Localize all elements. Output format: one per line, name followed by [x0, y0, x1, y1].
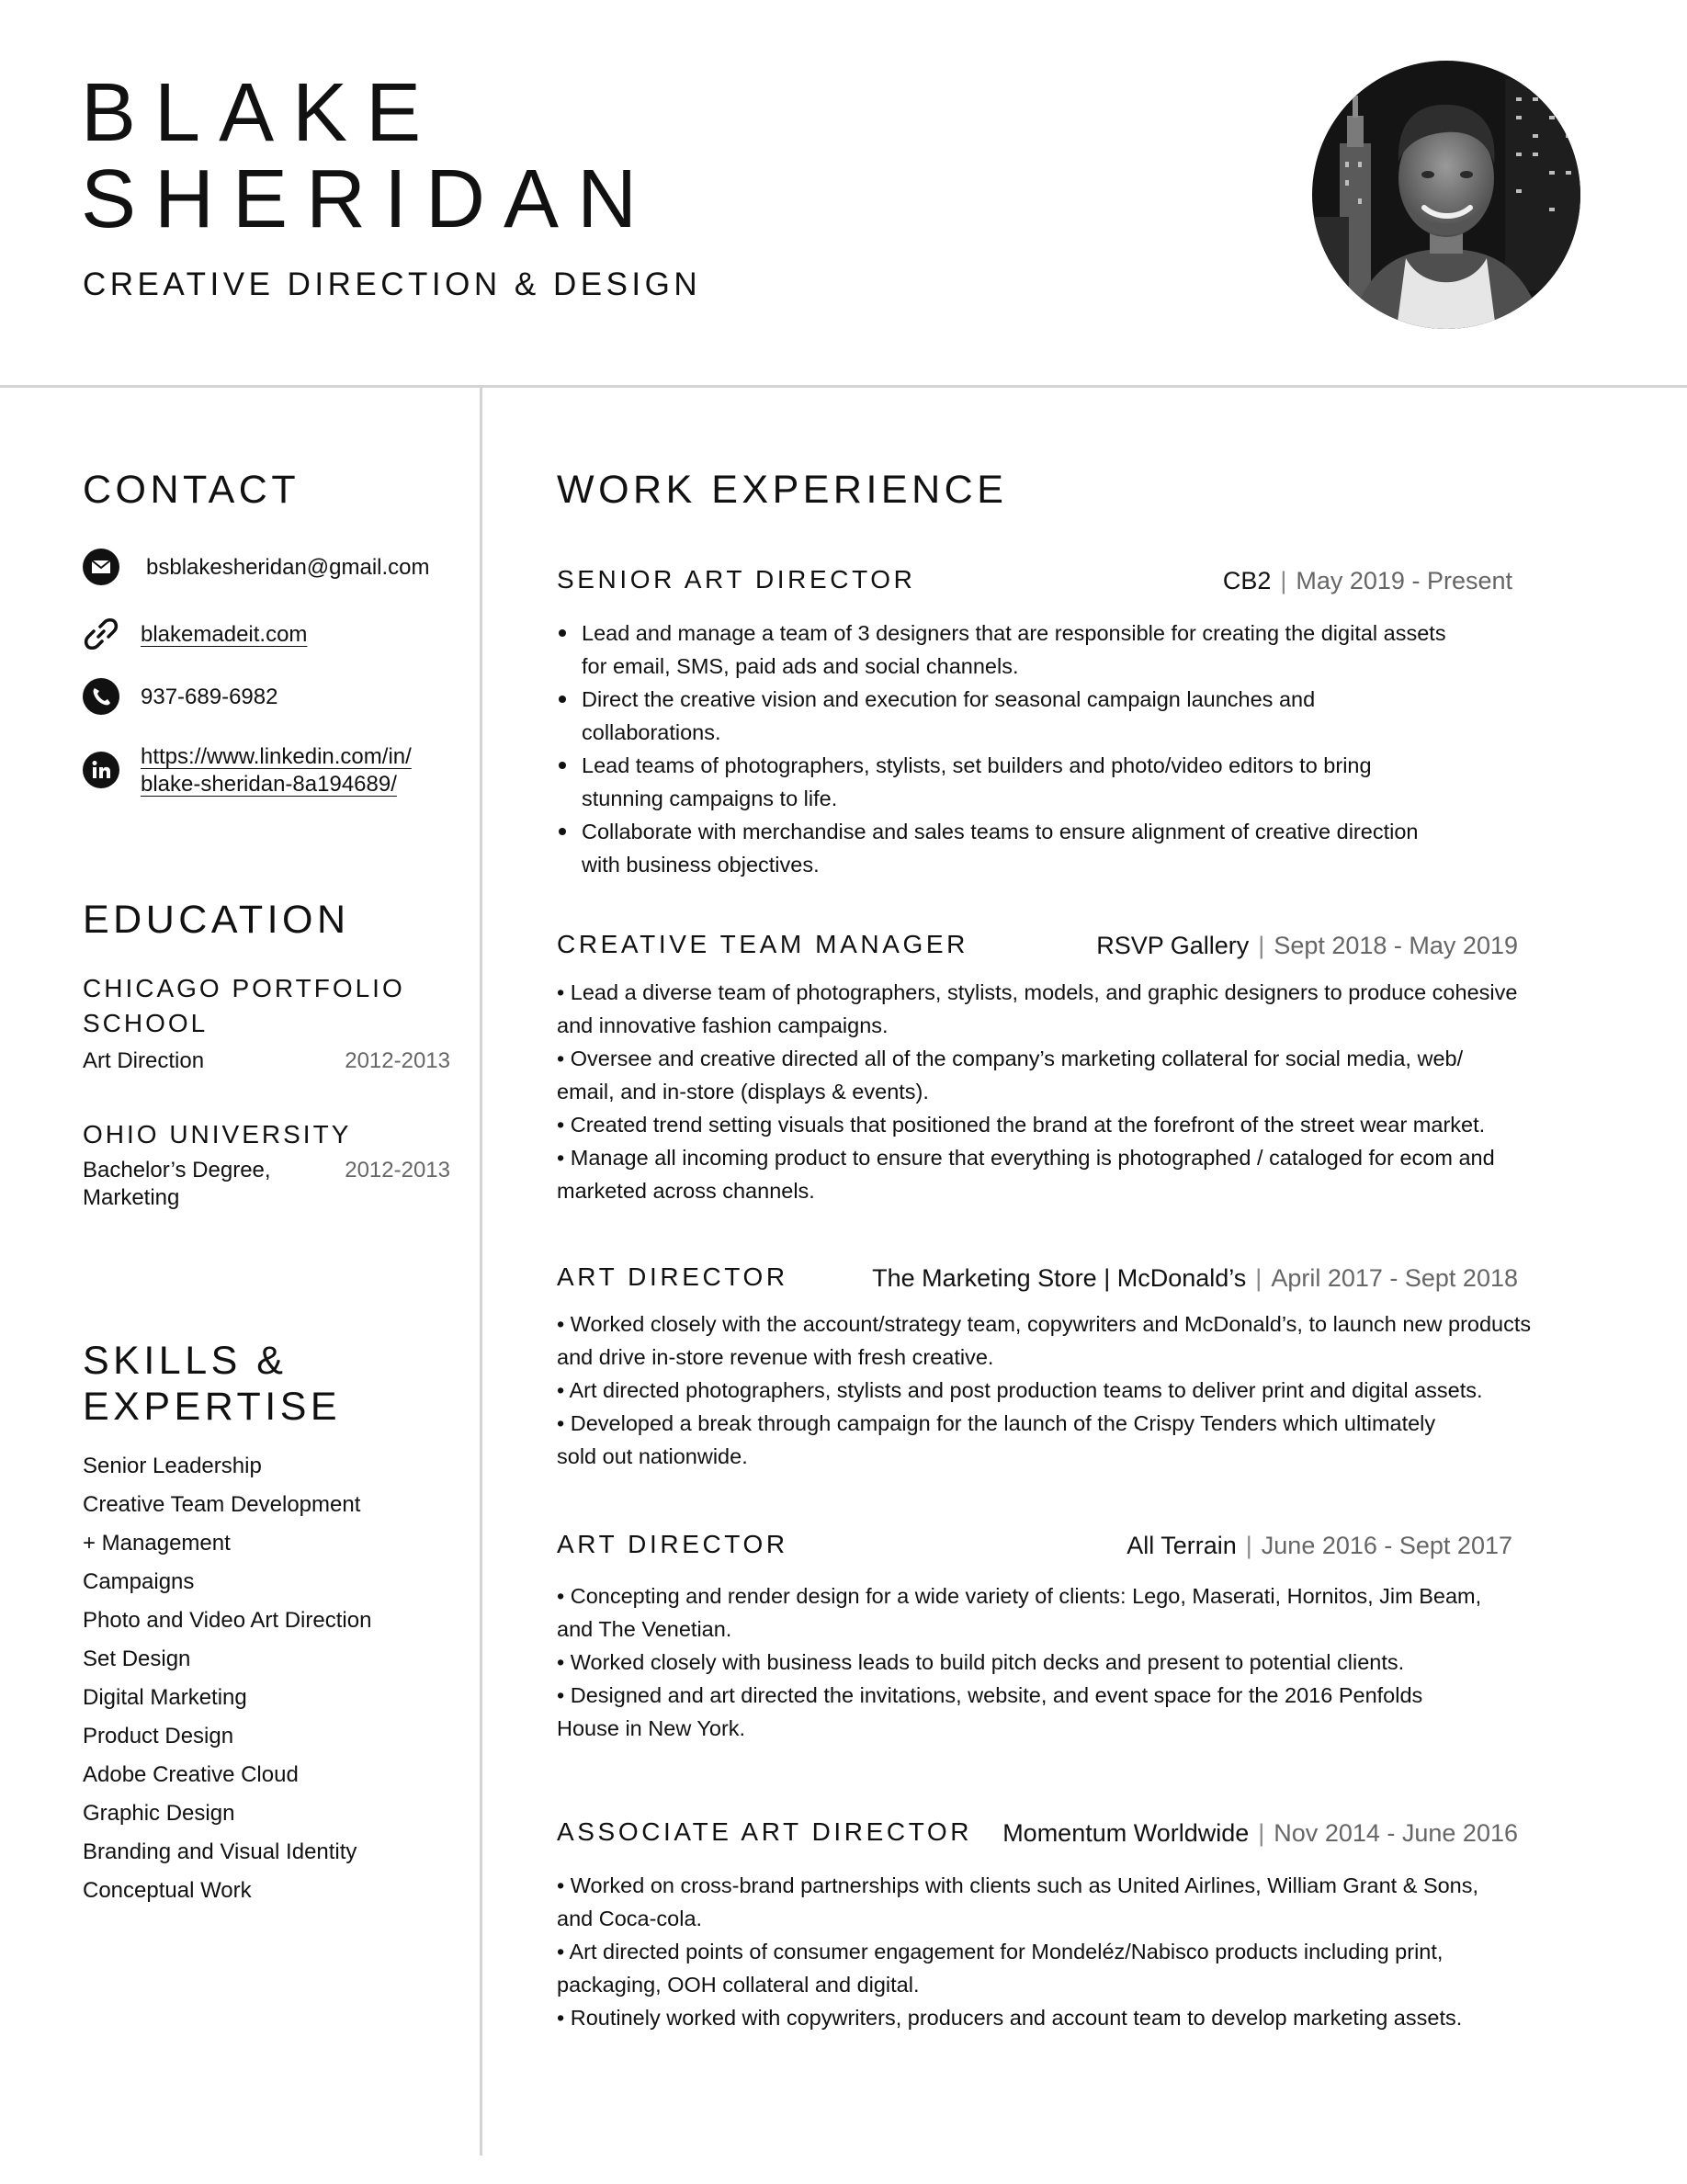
- school-degree: Art Direction: [83, 1048, 205, 1073]
- profile-photo: [1312, 61, 1580, 329]
- job-bullet-line: • Art directed points of consumer engagement for Mondeléz/Nabisco products including print,: [557, 1940, 1444, 1963]
- skill-item: Campaigns: [83, 1569, 195, 1594]
- job-bullet-line: collaborations.: [582, 720, 721, 744]
- job-bullet-line: and drive in-store revenue with fresh creative.: [557, 1345, 994, 1369]
- job-bullet-line: • Created trend setting visuals that positioned the brand at the forefront of the street wear market.: [557, 1113, 1486, 1137]
- job-meta: [872, 1262, 1518, 1294]
- job-company: RSVP Gallery: [1096, 932, 1250, 959]
- job-bullet-line: House in New York.: [557, 1716, 746, 1740]
- meta-separator: |: [1255, 1264, 1262, 1292]
- job-company: The Marketing Store | McDonald’s: [872, 1264, 1247, 1292]
- school-name-line: CHICAGO PORTFOLIO: [83, 974, 405, 1002]
- bullet-dot: [559, 828, 566, 835]
- job-bullet-line: • Worked closely with business leads to build pitch decks and present to potential clients.: [557, 1650, 1405, 1674]
- job-bullet-line: Collaborate with merchandise and sales teams to ensure alignment of creative direction: [582, 820, 1419, 843]
- job-bullet-line: and Coca-cola.: [557, 1907, 703, 1930]
- first-name: BLAKE: [81, 67, 440, 159]
- skill-item: Senior Leadership: [83, 1454, 262, 1478]
- skill-item: Conceptual Work: [83, 1878, 252, 1903]
- school-degree: Bachelor’s Degree,: [83, 1158, 271, 1183]
- job-title: ART DIRECTOR: [557, 1530, 788, 1558]
- job-dates: May 2019 - Present: [1296, 567, 1512, 594]
- school-name: [83, 971, 432, 1041]
- job-bullet-line: for email, SMS, paid ads and social channels.: [582, 654, 1019, 678]
- education-heading: EDUCATION: [83, 898, 350, 942]
- work-heading: WORK EXPERIENCE: [557, 468, 1008, 512]
- job-dates: Nov 2014 - June 2016: [1274, 1819, 1518, 1847]
- job-bullet-line: marketed across channels.: [557, 1179, 815, 1203]
- contact-heading: CONTACT: [83, 468, 300, 512]
- school-years: 2012-2013: [345, 1048, 450, 1073]
- job-bullet-line: • Worked on cross-brand partnerships with clients such as United Airlines, William Grant & Sons,: [557, 1873, 1479, 1897]
- school-name: OHIO UNIVERSITY: [83, 1120, 352, 1149]
- school-name-line: SCHOOL: [83, 1009, 209, 1037]
- linkedin-icon: [83, 752, 119, 788]
- bullet-dot: [559, 696, 566, 703]
- email-icon: [83, 549, 119, 585]
- skill-item: Branding and Visual Identity: [83, 1839, 357, 1864]
- job-meta: [1223, 565, 1512, 596]
- linkedin-link-line1[interactable]: https://www.linkedin.com/in/: [141, 744, 412, 769]
- job-meta: [1002, 1817, 1518, 1849]
- job-bullet-line: • Routinely worked with copywriters, producers and account team to develop marketing assets.: [557, 2006, 1463, 2030]
- job-company: CB2: [1222, 567, 1272, 594]
- header-divider: [0, 385, 1687, 388]
- meta-separator: |: [1245, 1532, 1252, 1559]
- linkedin-link-line2[interactable]: blake-sheridan-8a194689/: [141, 772, 397, 797]
- job-bullet-line: • Worked closely with the account/strategy team, copywriters and McDonald’s, to launch new products: [557, 1312, 1532, 1336]
- job-bullet-line: packaging, OOH collateral and digital.: [557, 1973, 920, 1997]
- job-bullet-line: and innovative fashion campaigns.: [557, 1013, 889, 1037]
- job-dates: April 2017 - Sept 2018: [1271, 1264, 1518, 1292]
- job-bullet-line: • Lead a diverse team of photographers, stylists, models, and graphic designers to produce cohesive: [557, 980, 1518, 1004]
- last-name: SHERIDAN: [81, 153, 656, 245]
- school-degree: Marketing: [83, 1185, 180, 1210]
- job-bullet-line: Direct the creative vision and execution for seasonal campaign launches and: [582, 687, 1316, 711]
- job-bullet-line: sold out nationwide.: [557, 1444, 748, 1468]
- skills-heading: [83, 1338, 341, 1430]
- job-bullet-line: Lead and manage a team of 3 designers that are responsible for creating the digital assets: [582, 621, 1446, 645]
- skill-item: Digital Marketing: [83, 1685, 247, 1710]
- job-bullet-line: • Developed a break through campaign for the launch of the Crispy Tenders which ultimately: [557, 1411, 1436, 1435]
- job-title: CREATIVE TEAM MANAGER: [557, 930, 968, 958]
- job-bullet-line: • Oversee and creative directed all of the company’s marketing collateral for social media, web/: [557, 1047, 1464, 1070]
- skill-item: Product Design: [83, 1724, 234, 1748]
- job-meta: [1127, 1530, 1512, 1561]
- meta-separator: |: [1258, 932, 1265, 959]
- professional-title: CREATIVE DIRECTION & DESIGN: [83, 266, 702, 302]
- meta-separator: |: [1258, 1819, 1265, 1847]
- phone-icon: [83, 678, 119, 715]
- skill-item: Photo and Video Art Direction: [83, 1608, 372, 1633]
- job-bullet-line: • Designed and art directed the invitations, website, and event space for the 2016 Penfolds: [557, 1683, 1423, 1707]
- job-bullet-line: with business objectives.: [582, 853, 820, 877]
- meta-separator: |: [1280, 567, 1287, 594]
- job-title: ART DIRECTOR: [557, 1262, 788, 1291]
- job-dates: Sept 2018 - May 2019: [1274, 932, 1518, 959]
- job-bullet-line: • Concepting and render design for a wide variety of clients: Lego, Maserati, Hornitos, Jim Beam,: [557, 1584, 1482, 1608]
- skill-item: + Management: [83, 1531, 231, 1556]
- skill-item: Creative Team Development: [83, 1492, 361, 1517]
- bullet-dot: [559, 629, 566, 637]
- job-bullet-line: • Manage all incoming product to ensure that everything is photographed / cataloged for ecom and: [557, 1146, 1495, 1170]
- job-bullet-line: and The Venetian.: [557, 1617, 732, 1641]
- skills-heading-line: EXPERTISE: [83, 1385, 342, 1429]
- job-bullet-line: Lead teams of photographers, stylists, set builders and photo/video editors to bring: [582, 753, 1372, 777]
- skill-item: Adobe Creative Cloud: [83, 1762, 299, 1787]
- website-link[interactable]: blakemadeit.com: [141, 622, 308, 647]
- job-company: Momentum Worldwide: [1002, 1819, 1250, 1847]
- bullet-dot: [559, 762, 566, 769]
- skill-item: Set Design: [83, 1646, 191, 1671]
- skill-item: Graphic Design: [83, 1801, 235, 1826]
- phone-text[interactable]: 937-689-6982: [141, 685, 278, 709]
- job-meta: [1096, 930, 1518, 961]
- job-company: All Terrain: [1127, 1532, 1237, 1559]
- job-title: SENIOR ART DIRECTOR: [557, 565, 916, 594]
- job-bullet-line: • Art directed photographers, stylists and post production teams to deliver print and digital assets.: [557, 1378, 1483, 1402]
- job-dates: June 2016 - Sept 2017: [1261, 1532, 1512, 1559]
- link-icon: [83, 616, 119, 652]
- job-bullet-line: email, and in-store (displays & events).: [557, 1080, 929, 1103]
- email-text[interactable]: bsblakesheridan@gmail.com: [146, 555, 430, 580]
- school-years: 2012-2013: [345, 1158, 450, 1183]
- job-title: ASSOCIATE ART DIRECTOR: [557, 1817, 973, 1846]
- skills-heading-line: SKILLS &: [83, 1339, 288, 1383]
- column-divider: [480, 388, 482, 2156]
- job-bullet-line: stunning campaigns to life.: [582, 786, 838, 810]
